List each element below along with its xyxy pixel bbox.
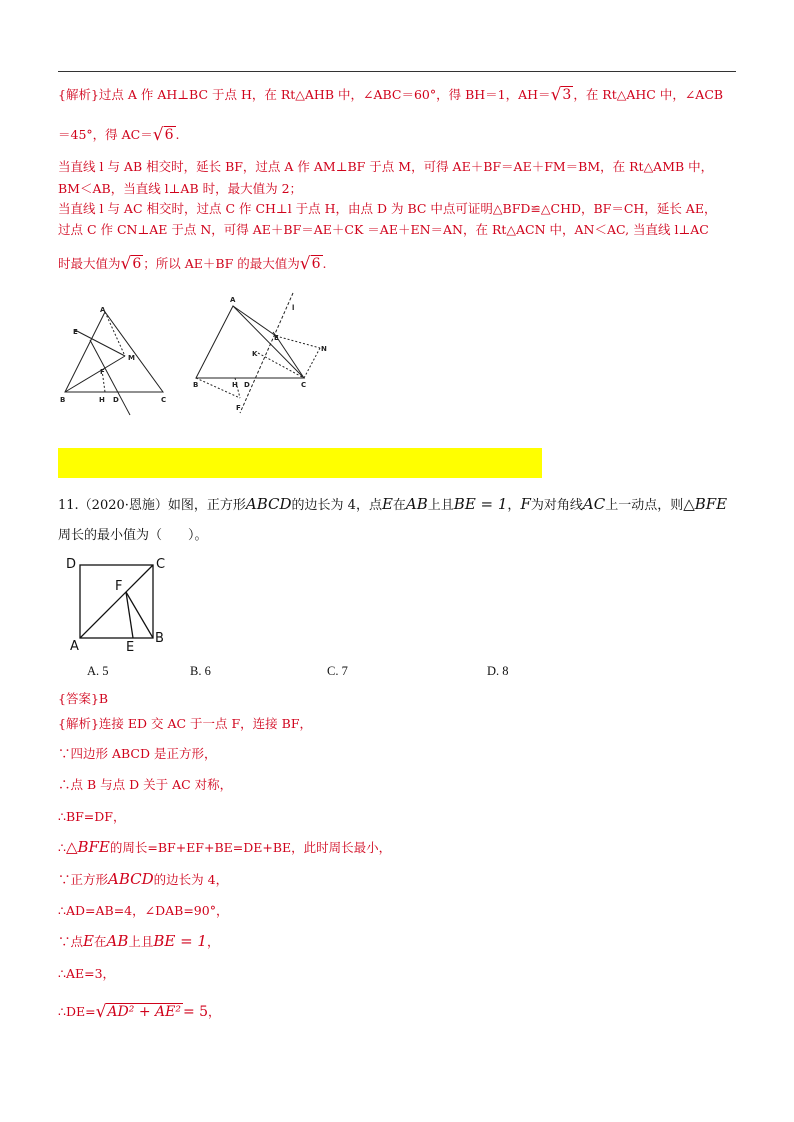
analysis-line-4: BM＜AB，当直线 l⊥AB 时，最大值为 2；: [58, 181, 303, 196]
fig3-label-b: B: [155, 631, 164, 646]
analysis-line-5: 当直线 l 与 AC 相交时，过点 C 作 CH⊥l 于点 H，由点 D 为 BC 中点可证明△BFD≌△CHD，BF＝CH，延长 AE，: [58, 201, 717, 216]
solution-line-8: ∵点E在AB上且BE = 1，: [58, 932, 220, 950]
solution-line-3: ∴点 B 与点 D 关于 AC 对称，: [58, 777, 233, 792]
figure-2-triangle: [188, 288, 338, 418]
sqrt-ad2-ae2: √AD² + AE²: [95, 1002, 181, 1022]
fig1-label-e: E: [73, 328, 78, 336]
analysis-line-7: 时最大值为√6 ；所以 AE＋BF 的最大值为√6 .: [58, 254, 327, 274]
solution-line-9: ∴AE=3，: [58, 966, 116, 981]
option-c[interactable]: C. 7: [327, 664, 348, 678]
fig2-label-b: B: [193, 381, 199, 389]
highlight-bar: [58, 448, 542, 478]
question-line-1: 11.（2020·恩施）如图，正方形ABCD的边长为 4，点E在AB上且BE = 1，F为对角线AC上一动点，则△BFE: [58, 495, 728, 513]
solution-line-2: ∵四边形 ABCD 是正方形，: [58, 746, 217, 761]
fig3-label-e: E: [126, 640, 135, 655]
fig2-label-k: K: [252, 350, 258, 358]
option-a[interactable]: A. 5: [87, 664, 109, 678]
fig2-label-f: F: [236, 404, 241, 412]
option-b[interactable]: B. 6: [190, 664, 211, 678]
solution-line-5: ∴△BFE的周长=BF+EF+BE=DE+BE，此时周长最小，: [58, 838, 392, 856]
fig2-label-a: A: [230, 296, 236, 304]
fig3-label-c: C: [156, 557, 166, 572]
solution-line-10: ∴DE=√AD² + AE² = 5，: [58, 1002, 221, 1022]
answer-line: {答案}B: [58, 691, 109, 706]
fig1-label-d: D: [113, 396, 119, 404]
figure-3-square: [60, 550, 180, 660]
solution-line-7: ∴AD=AB=4，∠DAB=90°，: [58, 903, 229, 918]
analysis-line-1: {解析}过点 A 作 AH⊥BC 于点 H，在 Rt△AHB 中，∠ABC＝60°，得 BH＝1，AH＝√3 ，在 Rt△AHC 中，∠ACB: [58, 85, 724, 105]
fig2-label-c: C: [301, 381, 307, 389]
fig1-label-c: C: [161, 396, 167, 404]
sqrt-6: √6: [152, 125, 174, 145]
fig1-label-m: M: [128, 354, 135, 362]
analysis-line-3: 当直线 l 与 AB 相交时，延长 BF，过点 A 作 AM⊥BF 于点 M，可得 AE＋BF＝AE＋FM＝BM，在 Rt△AMB 中，: [58, 159, 714, 174]
fig3-label-d: D: [66, 557, 77, 572]
fig3-label-a: A: [70, 639, 79, 654]
sqrt-3: √3: [550, 85, 572, 105]
fig3-label-f: F: [115, 579, 123, 594]
analysis-line-2: ＝45°，得 AC＝√6 .: [58, 125, 180, 145]
solution-line-1: {解析}连接 ED 交 AC 于一点 F，连接 BF，: [58, 716, 313, 731]
fig1-label-b: B: [60, 396, 66, 404]
fig2-label-d: D: [244, 381, 250, 389]
question-line-2: 周长的最小值为（ ）。: [58, 528, 208, 543]
solution-line-4: ∴BF=DF，: [58, 809, 126, 824]
top-rule: [58, 71, 736, 72]
fig2-label-n: N: [321, 345, 327, 353]
fig2-label-l: l: [292, 304, 295, 312]
fig1-label-f: F: [100, 368, 105, 376]
figure-1-triangle: [55, 290, 180, 420]
solution-line-6: ∵正方形ABCD的边长为 4，: [58, 870, 229, 888]
option-d[interactable]: D. 8: [487, 664, 509, 678]
analysis-line-6: 过点 C 作 CN⊥AE 于点 N，可得 AE＋BF＝AE＋CK ＝AE＋EN＝AN，在 Rt△ACN 中，AN＜AC, 当直线 l⊥AC: [58, 222, 709, 237]
fig1-label-a: A: [100, 306, 106, 314]
fig2-label-h: H: [232, 381, 238, 389]
fig2-label-e: E: [274, 334, 279, 342]
fig1-label-h: H: [99, 396, 105, 404]
